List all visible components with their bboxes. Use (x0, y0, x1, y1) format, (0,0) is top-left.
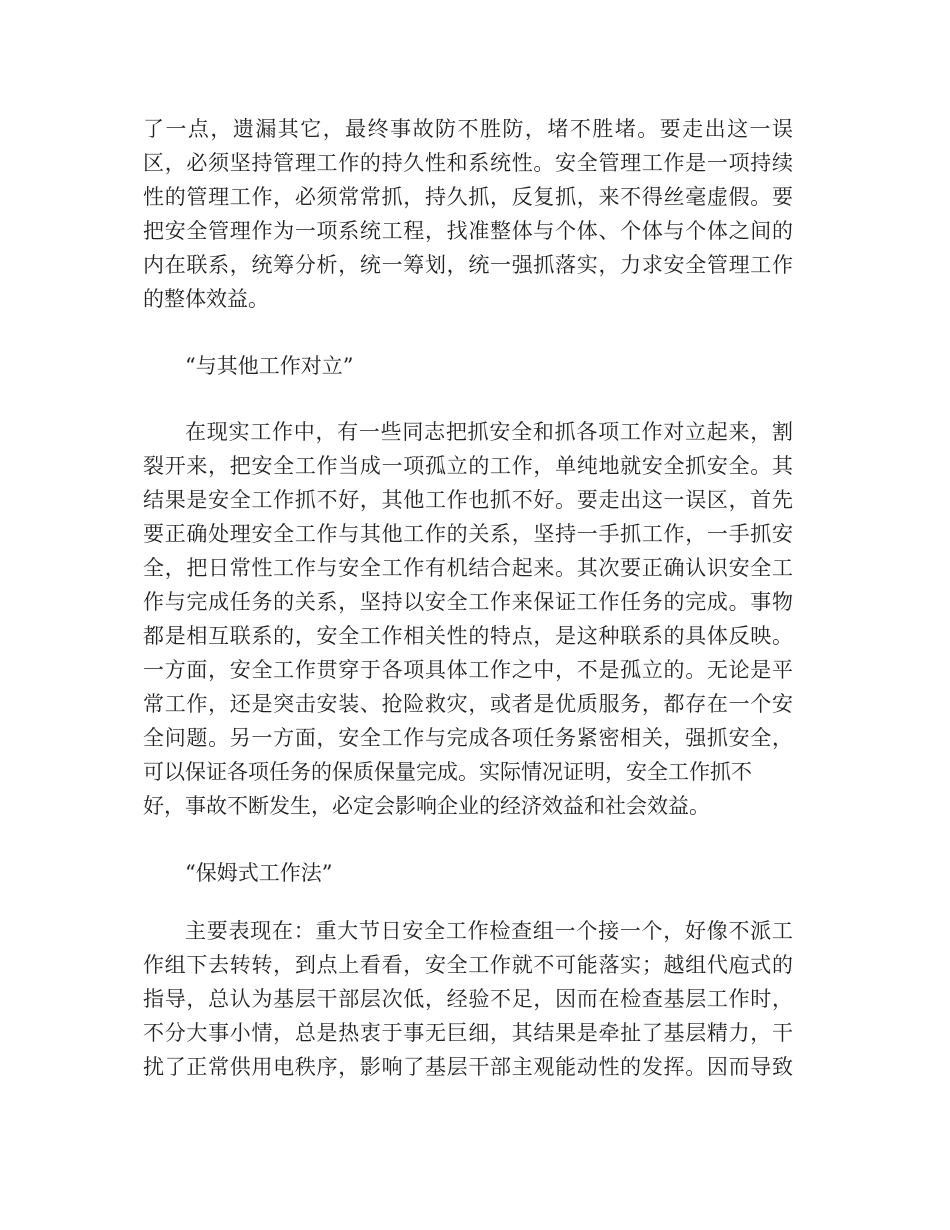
paragraph-1-line: 性的管理工作，必须常常抓，持久抓，反复抓，来不得丝毫虚假。要 (143, 185, 793, 209)
paragraph-2-line: 裂开来，把安全工作当成一项孤立的工作，单纯地就安全抓安全。其 (143, 454, 793, 478)
paragraph-2-line: 全，把日常性工作与安全工作有机结合起来。其次要正确认识安全工 (143, 556, 793, 580)
paragraph-2-line: 常工作，还是突击安装、抢险救灾，或者是优质服务，都存在一个安 (143, 692, 793, 716)
paragraph-2-line: 可以保证各项任务的保质保量完成。实际情况证明，安全工作抓不 (143, 760, 752, 784)
paragraph-2-line: 一方面，安全工作贯穿于各项具体工作之中，不是孤立的。无论是平 (143, 658, 793, 682)
paragraph-1-line: 的整体效益。 (143, 287, 269, 311)
paragraph-1-line: 内在联系，统筹分析，统一筹划，统一强抓落实，力求安全管理工作 (143, 253, 793, 277)
paragraph-1-line: 把安全管理作为一项系统工程，找准整体与个体、个体与个体之间的 (143, 219, 793, 243)
paragraph-3-line: 主要表现在：重大节日安全工作检查组一个接一个，好像不派工 (185, 919, 793, 943)
paragraph-3-line: 指导，总认为基层干部层次低，经验不足，因而在检查基层工作时， (143, 987, 793, 1011)
paragraph-3-line: 作组下去转转，到点上看看，安全工作就不可能落实；越组代庖式的 (143, 953, 793, 977)
paragraph-2-line: 要正确处理安全工作与其他工作的关系，坚持一手抓工作，一手抓安 (143, 522, 793, 546)
paragraph-2-line: 全问题。另一方面，安全工作与完成各项任务紧密相关，强抓安全， (143, 726, 793, 750)
paragraph-2-line: 结果是安全工作抓不好，其他工作也抓不好。要走出这一误区，首先 (143, 488, 793, 512)
section-heading: “保姆式工作法” (185, 861, 333, 885)
paragraph-2-line: 在现实工作中，有一些同志把抓安全和抓各项工作对立起来，割 (185, 420, 793, 444)
paragraph-2-line: 都是相互联系的，安全工作相关性的特点，是这种联系的具体反映。 (143, 624, 793, 648)
paragraph-1-line: 区，必须坚持管理工作的持久性和系统性。安全管理工作是一项持续 (143, 151, 793, 175)
paragraph-3-line: 扰了正常供用电秩序，影响了基层干部主观能动性的发挥。因而导致 (143, 1055, 793, 1079)
paragraph-2-line: 作与完成任务的关系，坚持以安全工作来保证工作任务的完成。事物 (143, 590, 793, 614)
paragraph-3-line: 不分大事小情，总是热衷于事无巨细，其结果是牵扯了基层精力，干 (143, 1021, 793, 1045)
section-heading: “与其他工作对立” (185, 354, 354, 378)
paragraph-1-line: 了一点，遗漏其它，最终事故防不胜防，堵不胜堵。要走出这一误 (143, 117, 793, 141)
paragraph-2-line: 好，事故不断发生，必定会影响企业的经济效益和社会效益。 (143, 794, 710, 818)
